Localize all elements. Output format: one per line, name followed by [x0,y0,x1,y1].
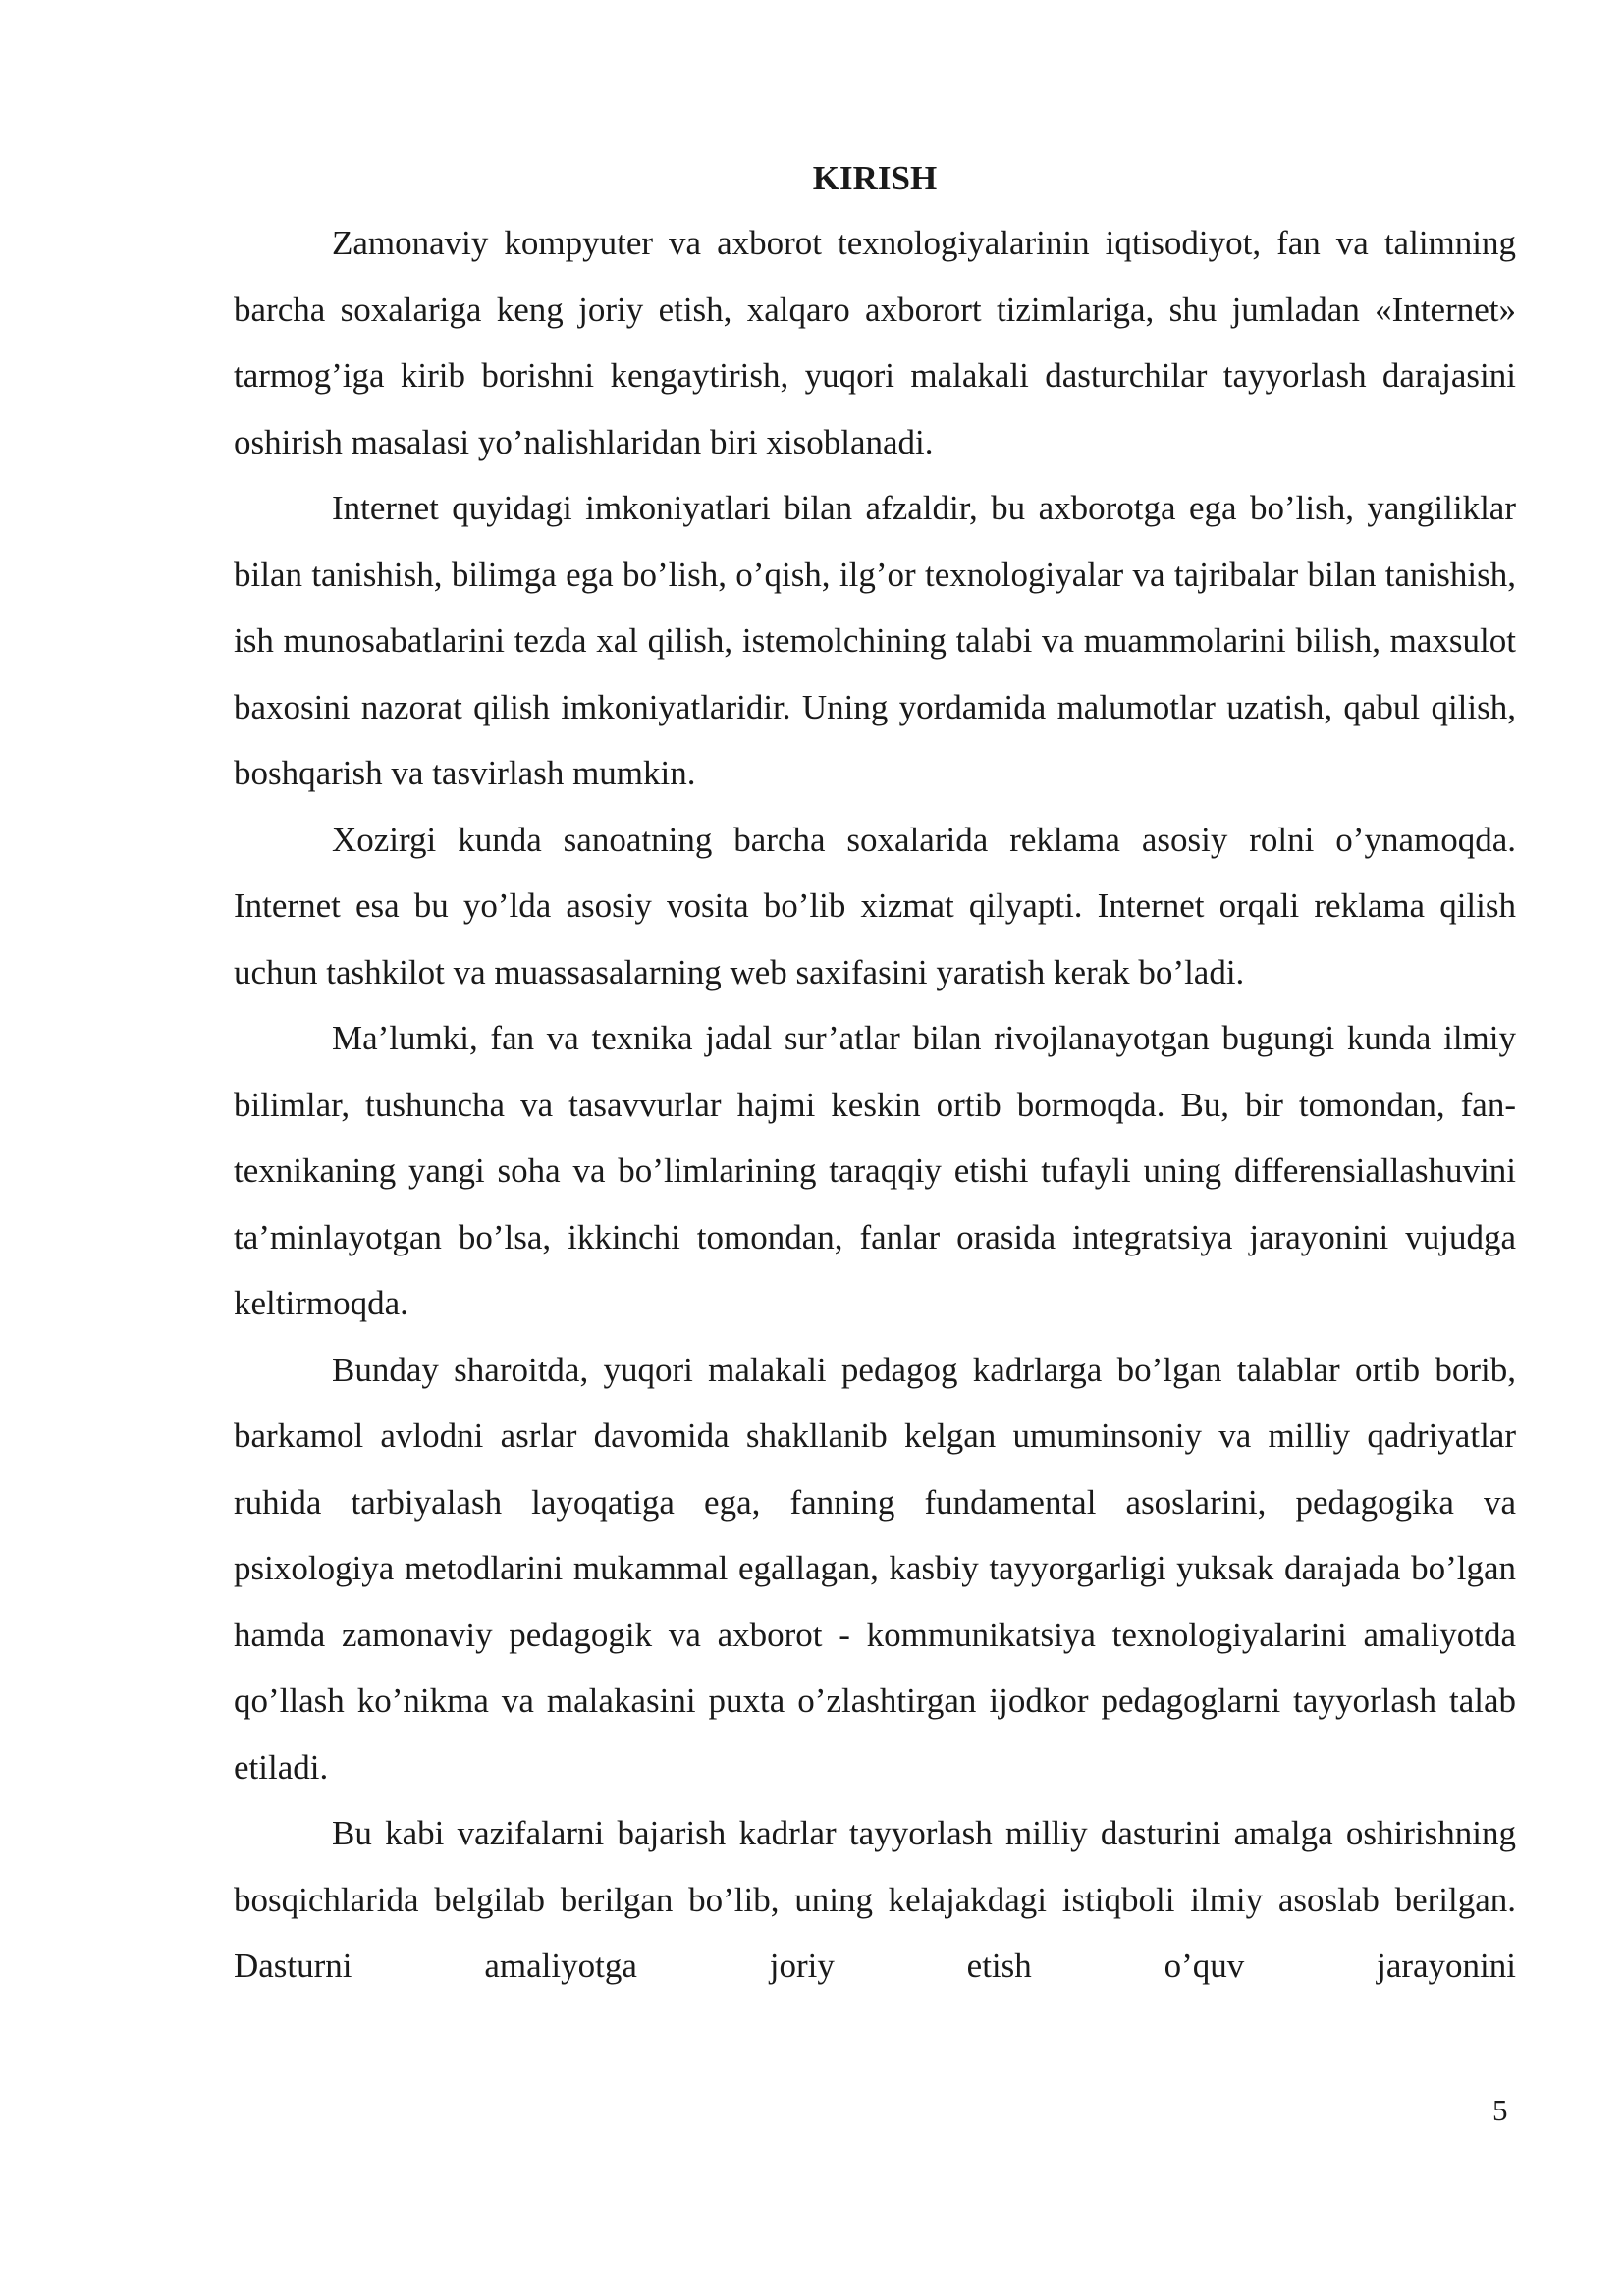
paragraph-4: Ma’lumki, fan va texnika jadal sur’atlar bilan rivojlanayotgan bugungi kunda ilmiy bilimlar, tushuncha va tasavvurlar hajmi keskin ortib bormoqda. Bu, bir tomondan, fan-texnikaning yangi soha va bo’limlarining taraqqiy etishi tufayli uning differensiallashuvini ta’minlayotgan bo’lsa, ikkinchi tomondan, fanlar orasida integratsiya jarayonini vujudga keltirmoqda. [234,1019,1516,1322]
page-title: KIRISH [812,159,938,197]
paragraph-1: Zamonaviy kompyuter va axborot texnologiyalarinin iqtisodiyot, fan va talimning barcha soxalariga keng joriy etish, xalqaro axborort tizimlariga, shu jumladan «Internet» tarmog’iga kirib borishni kengaytirish, yuqori malakali dasturchilar tayyorlash darajasini oshirish masalasi yo’nalishlaridan biri xisoblanadi. [234,224,1516,461]
paragraph-5: Bunday sharoitda, yuqori malakali pedagog kadrlarga bo’lgan talablar ortib borib, barkamol avlodni asrlar davomida shakllanib kelgan umuminsoniy va milliy qadriyatlar ruhida tarbiyalash layoqatiga ega, fanning fundamental asoslarini, pedagogika va psixologiya metodlarini mukammal egallagan, kasbiy tayyorgarligi yuksak darajada bo’lgan hamda zamonaviy pedagogik va axborot - kommunikatsiya texnologiyalarini amaliyotda qo’llash ko’nikma va malakasini puxta o’zlashtirgan ijodkor pedagoglarni tayyorlash talab etiladi. [234,1350,1516,1787]
page-number: 5 [1492,2093,1508,2127]
paragraph-3: Xozirgi kunda sanoatning barcha soxalarida reklama asosiy rolni o’ynamoqda. Internet esa bu yo’lda asosiy vosita bo’lib xizmat qilyapti. Internet orqali reklama qilish uchun tashkilot va muassasalarning web saxifasini yaratish kerak bo’ladi. [234,820,1516,991]
document-body [234,147,1516,2000]
paragraph-2: Internet quyidagi imkoniyatlari bilan afzaldir, bu axborotga ega bo’lish, yangiliklar bilan tanishish, bilimga ega bo’lish, o’qish, ilg’or texnologiyalar va tajribalar bilan tanishish, ish munosabatlarini tezda xal qilish, istemolchining talabi va muammolarini bilish, maxsulot baxosini nazorat qilish imkoniyatlaridir. Uning yordamida malumotlar uzatish, qabul qilish, boshqarish va tasvirlash mumkin. [234,489,1516,792]
paragraph-6: Bu kabi vazifalarni bajarish kadrlar tayyorlash milliy dasturini amalga oshirishning bosqichlarida belgilab berilgan bo’lib, uning kelajakdagi istiqboli ilmiy asoslab berilgan. Dasturni amaliyotga joriy etish o’quv jarayonini [234,1814,1516,1985]
